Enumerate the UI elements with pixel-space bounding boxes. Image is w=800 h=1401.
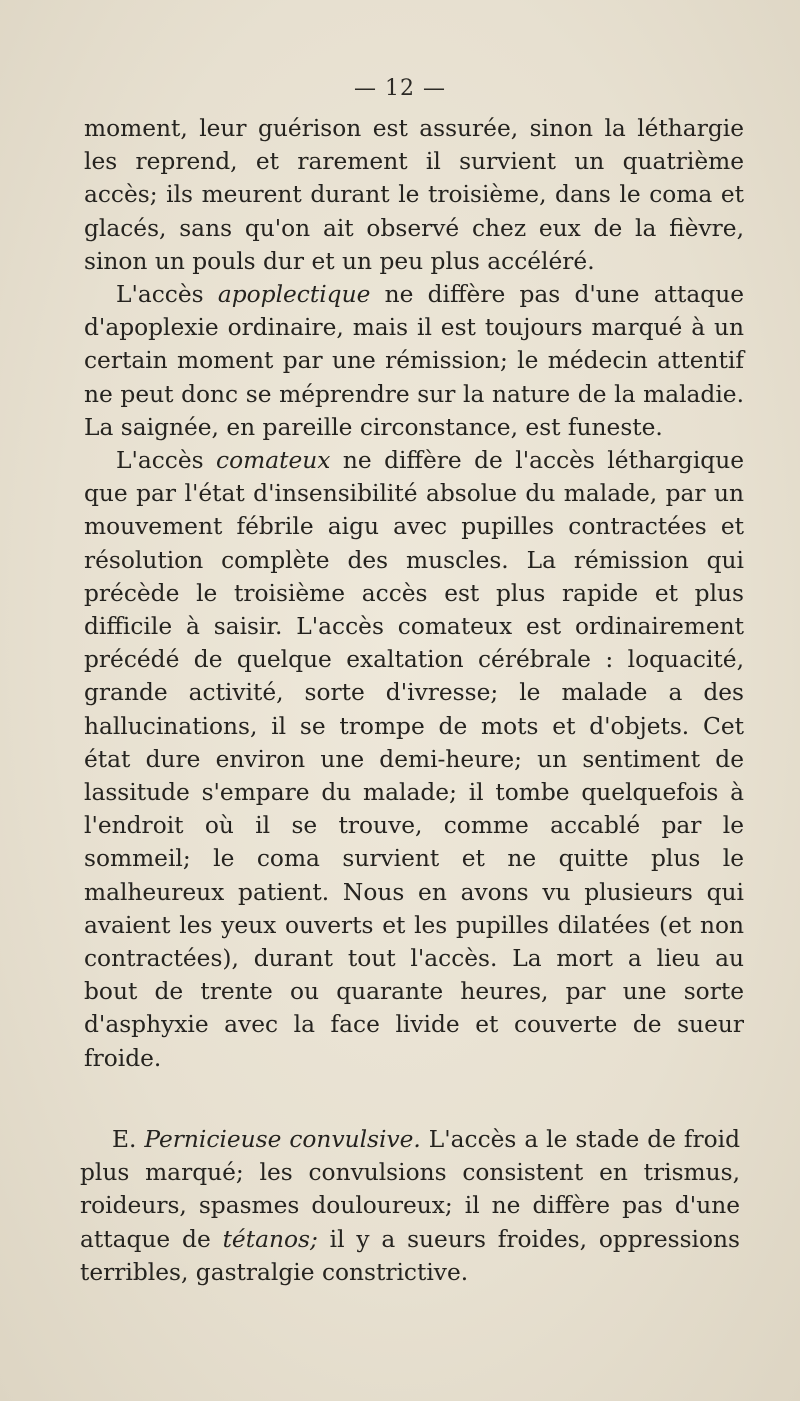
paragraph-body: ne diffère de l'accès léthargique que par l'état d'insensibilité absolue du malade, par un mouvement fébrile aigu avec pupilles contractées et résolution complète des muscles. La rémission qui précède le troisième accès est plus rapide et plus difficile à saisir. L'accès comateux est ordinairement précédé de quelque exaltation cérébrale : loquacité, grande activité, sorte d'ivresse; le malade a des hallucinations, il se trompe de mots et d'objets. Cet état dure environ une demi-heure; un sentiment de lassitude s'empare du malade; il tombe quelquefois à l'endroit où il se trouve, comme accablé par le sommeil; le coma survient et ne quitte plus le malheureux patient. Nous en avons vu plusieurs qui avaient les yeux ouverts et les pupilles dilatées (et non contractées), durant tout l'accès. La mort a lieu au bout de trente ou quarante heures, par une sorte d'asphyxie avec la face livide et couverte de sueur froide. bbox=[84, 447, 744, 1072]
section-letter: E. bbox=[112, 1126, 145, 1153]
paragraph-lead: L'accès bbox=[116, 281, 218, 309]
section-e bbox=[80, 1123, 740, 1289]
paragraph-comateux bbox=[84, 444, 744, 1075]
italic-term: apoplectique bbox=[217, 281, 371, 309]
paragraph-apoplectique bbox=[84, 278, 744, 444]
italic-term: tétanos; bbox=[222, 1225, 318, 1253]
paragraph-body: ne diffère pas d'une attaque d'apoplexie ordinaire, mais il est toujours marqué à un certain moment par une rémission; le médecin attentif ne peut donc se méprendre sur la nature de la maladie. La saignée, en pareille circonstance, est funeste. bbox=[84, 281, 744, 441]
section-heading: Pernicieuse convulsive. bbox=[144, 1126, 421, 1153]
body-text bbox=[84, 112, 744, 1075]
italic-term: comateux bbox=[216, 447, 331, 475]
paragraph-body-end: il y a sueurs froides, oppressions terribles, gastralgie constrictive. bbox=[80, 1225, 740, 1286]
page-number: — 12 — bbox=[354, 76, 446, 101]
paragraph-convulsive bbox=[80, 1123, 740, 1289]
paragraph-body: L'accès a le stade de froid plus marqué; les convulsions consistent en trismus, roideurs, spasmes douloureux; il ne diffère pas d'une attaque de bbox=[80, 1126, 741, 1253]
paragraph-continuation: moment, leur guérison est assurée, sinon la léthargie les reprend, et rarement il survient un quatrième accès; ils meurent durant le troisième, dans le coma et glacés, sans qu'on ait observé chez eux de la fièvre, sinon un pouls dur et un peu plus accéléré. bbox=[84, 115, 744, 275]
paragraph-lead: L'accès bbox=[116, 447, 217, 475]
